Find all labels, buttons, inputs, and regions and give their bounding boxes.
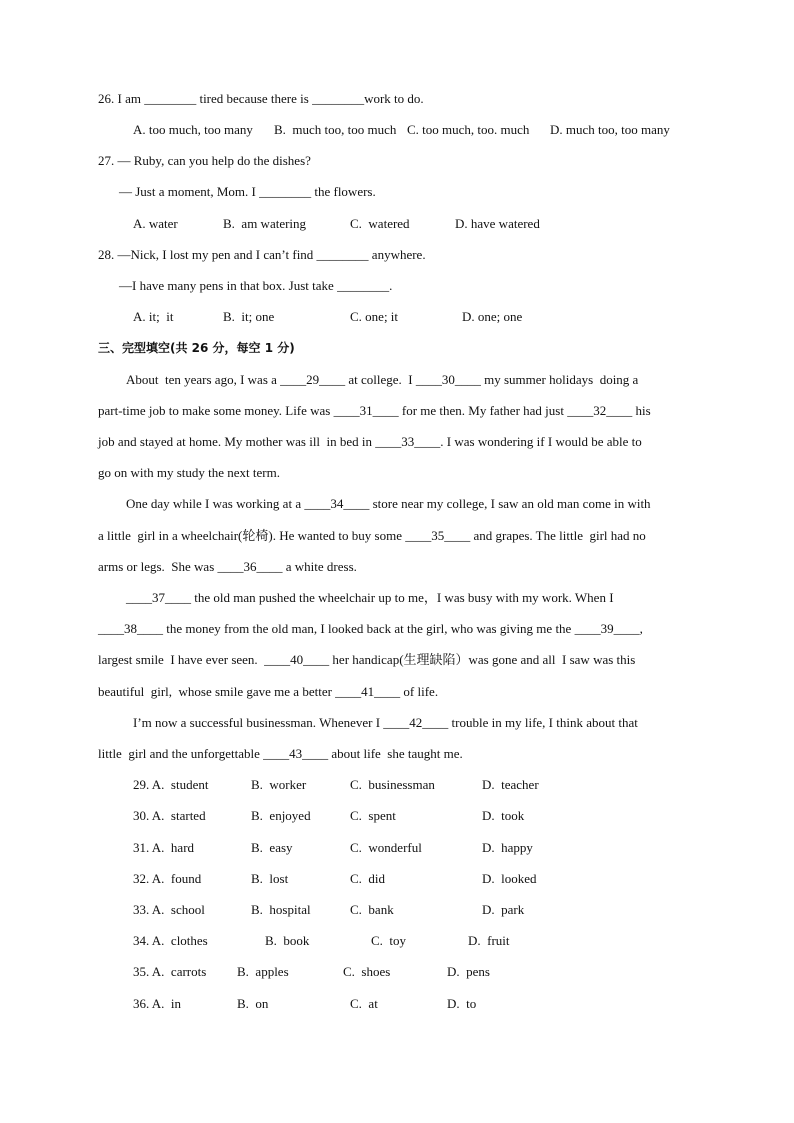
passage-p1-line3: job and stayed at home. My mother was ill in bed in ____33____. I was wondering if I would be able to (98, 434, 642, 449)
section-3-title: 三、完型填空(共 26 分，每空 1 分) (98, 341, 295, 355)
q28-option-a: A. it; it (133, 309, 174, 324)
q30-option-c: C. spent (350, 808, 396, 823)
q26-option-d: D. much too, too many (550, 122, 670, 137)
q35-option-b: B. apples (237, 964, 289, 979)
q33-option-b: B. hospital (251, 902, 311, 917)
q29-option-d: D. teacher (482, 777, 539, 792)
q26-option-c: C. too much, too. much (407, 122, 530, 137)
q32-option-b: B. lost (251, 871, 289, 886)
passage-p3-line2: ____38____ the money from the old man, I looked back at the girl, who was giving me the ____39____, (98, 621, 643, 636)
q32-option-d: D. looked (482, 871, 537, 886)
q34-option-b: B. book (265, 933, 310, 948)
question-26-stem: 26. I am ________ tired because there is ________work to do. (98, 91, 424, 106)
q35-option-d: D. pens (447, 964, 490, 979)
q31-option-d: D. happy (482, 840, 533, 855)
q30-option-b: B. enjoyed (251, 808, 311, 823)
q26-option-b: B. much too, too much (274, 122, 397, 137)
q27-option-d: D. have watered (455, 216, 540, 231)
q34-option-a: 34. A. clothes (133, 933, 208, 948)
q28-option-b: B. it; one (223, 309, 275, 324)
q27-option-a: A. water (133, 216, 178, 231)
q32-option-c: C. did (350, 871, 386, 886)
q33-option-d: D. park (482, 902, 525, 917)
q35-option-c: C. shoes (343, 964, 391, 979)
q29-option-a: 29. A. student (133, 777, 209, 792)
q27-option-c: C. watered (350, 216, 410, 231)
passage-p1-line1: About ten years ago, I was a ____29____ at college. I ____30____ my summer holidays doing a (126, 372, 639, 387)
passage-p2-line3: arms or legs. She was ____36____ a white dress. (98, 559, 357, 574)
q34-option-c: C. toy (371, 933, 407, 948)
question-28-stem: 28. —Nick, I lost my pen and I can’t find ________ anywhere. (98, 247, 426, 262)
q28-option-d: D. one; one (462, 309, 523, 324)
q36-option-a: 36. A. in (133, 996, 182, 1011)
q28-option-c: C. one; it (350, 309, 399, 324)
q31-option-c: C. wonderful (350, 840, 422, 855)
passage-p3-line3: largest smile I have ever seen. ____40____ her handicap(生理缺陷）was gone and all I saw was this (98, 652, 636, 667)
passage-p4-line2: little girl and the unforgettable ____43____ about life she taught me. (98, 746, 463, 761)
passage-p3-line4: beautiful girl, whose smile gave me a better ____41____ of life. (98, 684, 439, 699)
q36-option-b: B. on (237, 996, 269, 1011)
q27-option-b: B. am watering (223, 216, 307, 231)
q29-option-c: C. businessman (350, 777, 435, 792)
q32-option-a: 32. A. found (133, 871, 202, 886)
q33-option-c: C. bank (350, 902, 394, 917)
passage-p2-line2: a little girl in a wheelchair(轮椅). He wanted to buy some ____35____ and grapes. The little girl had no (98, 528, 646, 543)
q35-option-a: 35. A. carrots (133, 964, 207, 979)
q30-option-d: D. took (482, 808, 525, 823)
passage-p1-line2: part-time job to make some money. Life was ____31____ for me then. My father had just ____32____ his (98, 403, 651, 418)
q31-option-a: 31. A. hard (133, 840, 195, 855)
q31-option-b: B. easy (251, 840, 293, 855)
passage-p1-line4: go on with my study the next term. (98, 465, 280, 480)
q30-option-a: 30. A. started (133, 808, 206, 823)
question-28-stem-2: —I have many pens in that box. Just take ________. (119, 278, 393, 293)
q34-option-d: D. fruit (468, 933, 510, 948)
passage-p2-line1: One day while I was working at a ____34____ store near my college, I saw an old man come in with (126, 496, 651, 511)
passage-p3-line1: ____37____ the old man pushed the wheelchair up to me，I was busy with my work. When I (126, 590, 614, 605)
question-27-stem-2: — Just a moment, Mom. I ________ the flowers. (119, 184, 376, 199)
q36-option-c: C. at (350, 996, 378, 1011)
q29-option-b: B. worker (251, 777, 307, 792)
passage-p4-line1: I’m now a successful businessman. Whenever I ____42____ trouble in my life, I think about that (133, 715, 638, 730)
question-27-stem: 27. — Ruby, can you help do the dishes? (98, 153, 311, 168)
q36-option-d: D. to (447, 996, 477, 1011)
q26-option-a: A. too much, too many (133, 122, 253, 137)
q33-option-a: 33. A. school (133, 902, 205, 917)
